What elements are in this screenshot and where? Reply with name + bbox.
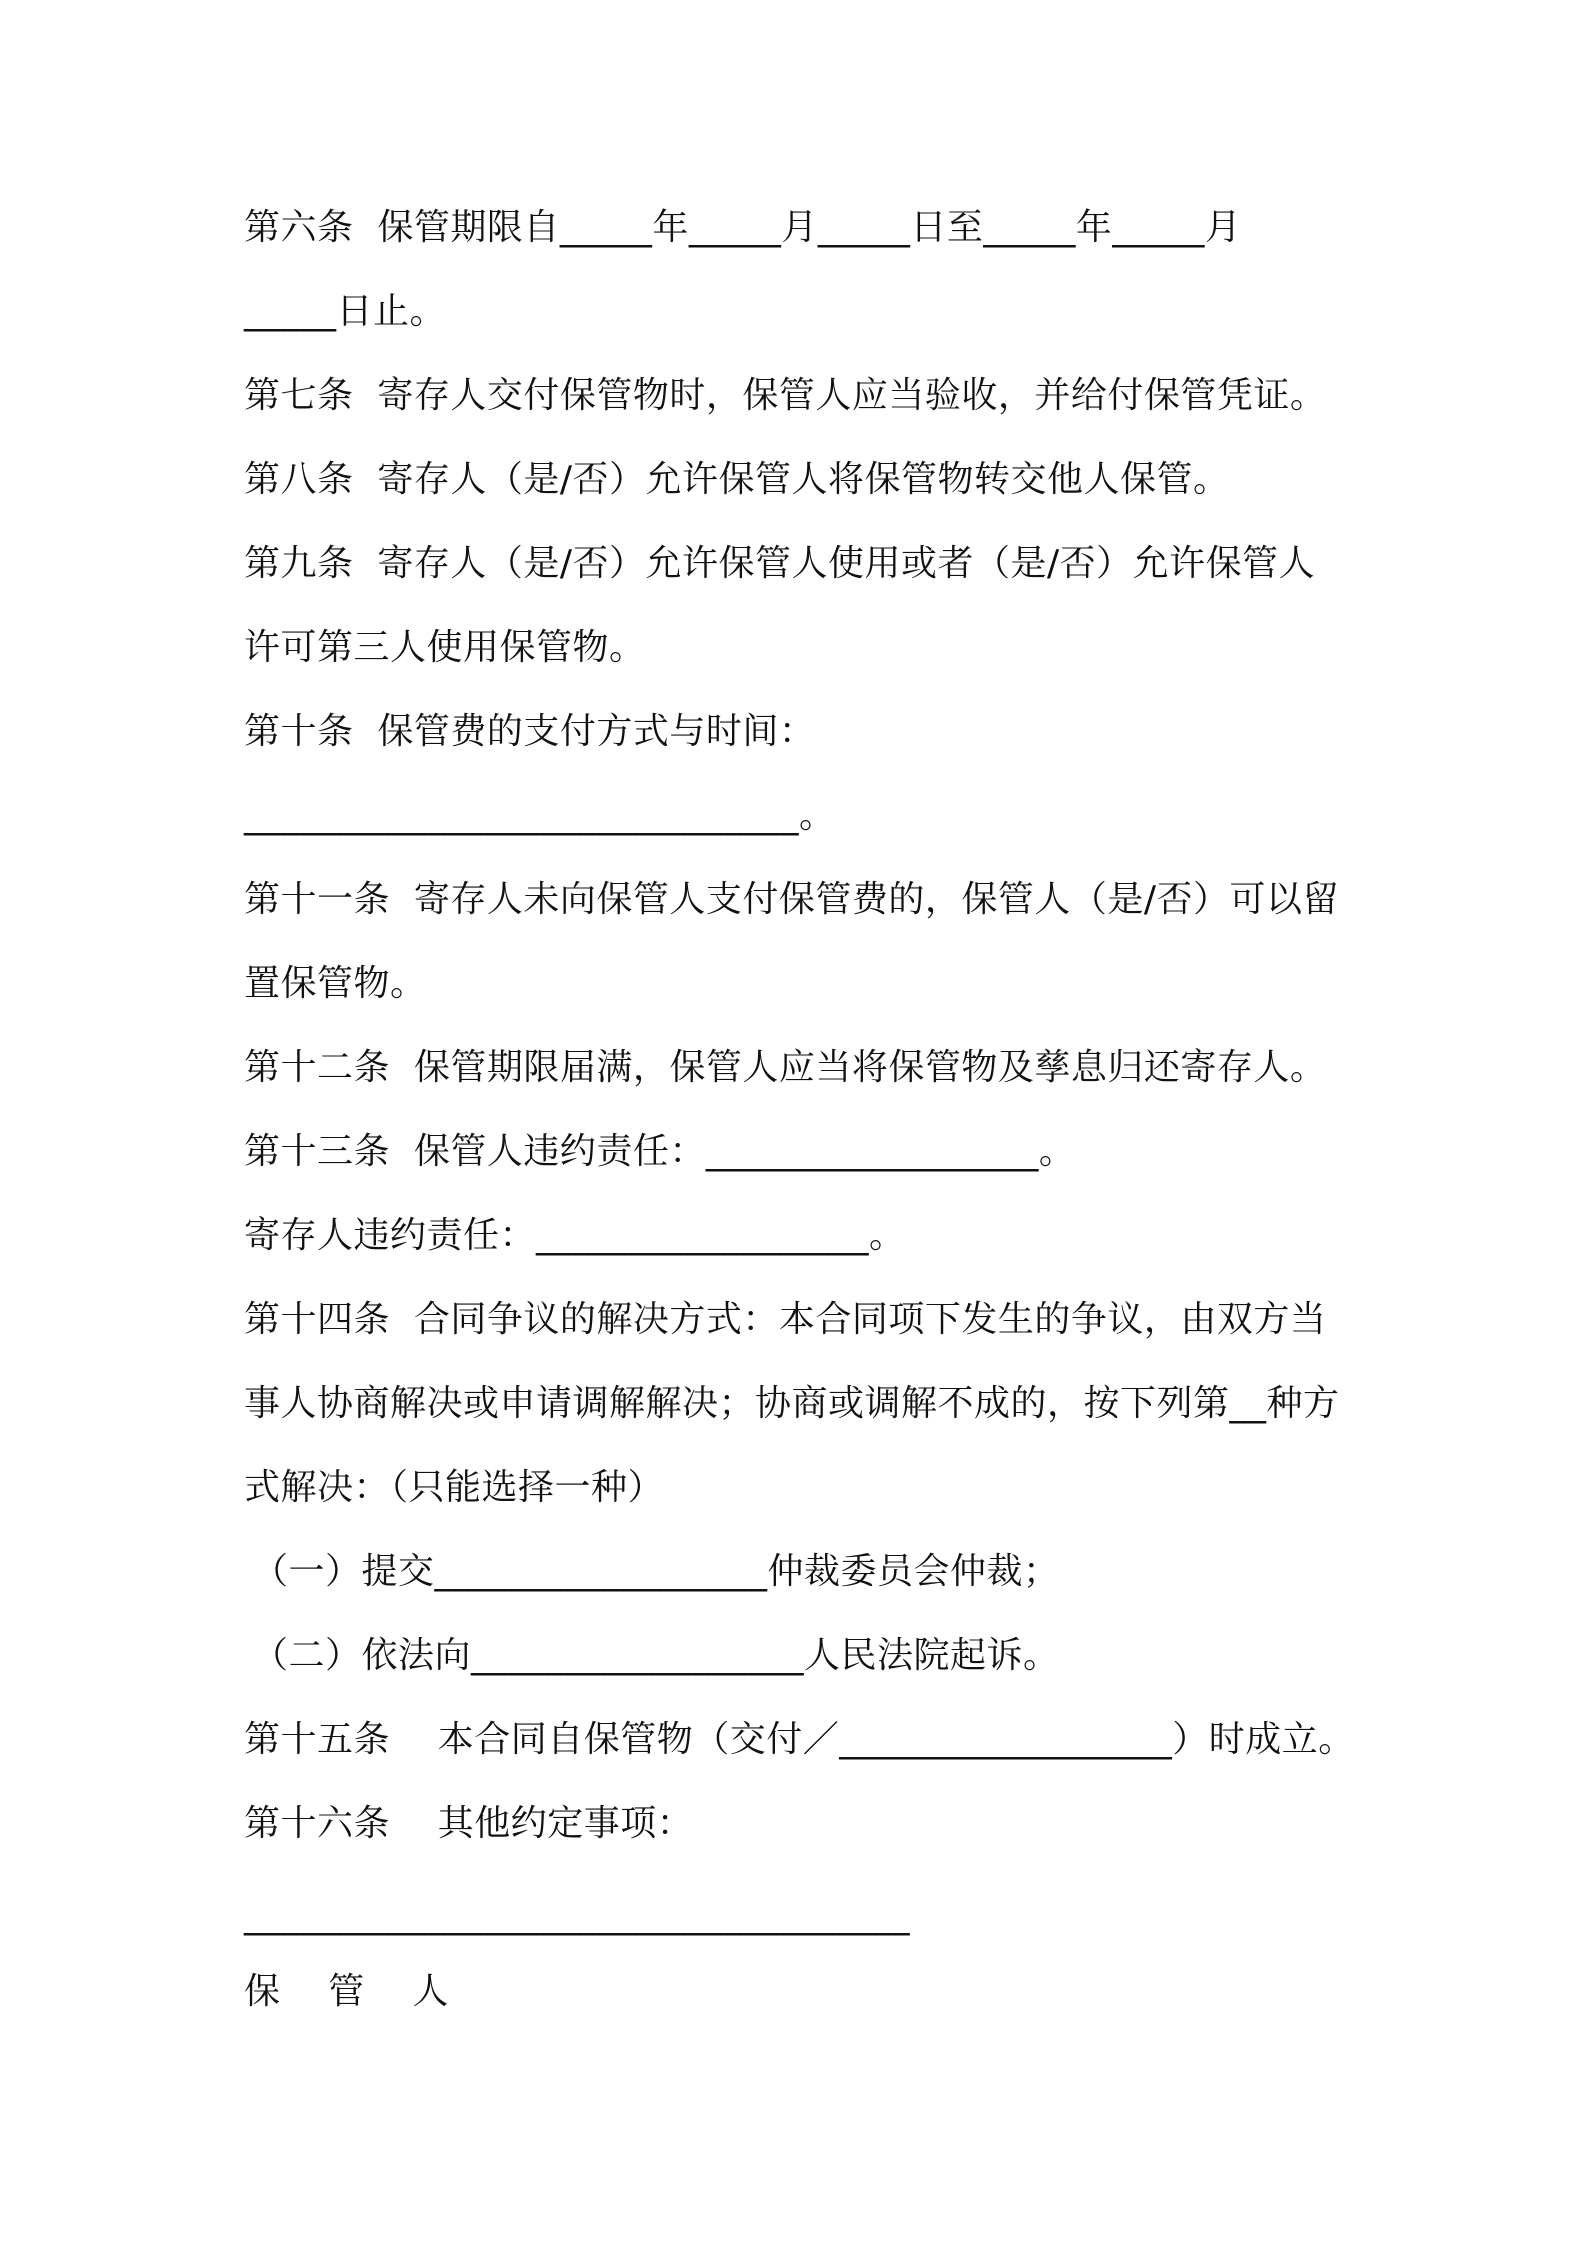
article-12: 第十二条 保管期限届满，保管人应当将保管物及孳息归还寄存人。 — [244, 1047, 1327, 1088]
option-court: （二）依法向__________________人民法院起诉。 — [252, 1635, 1060, 1676]
article-14-line-1: 第十四条 合同争议的解决方式：本合同项下发生的争议，由双方当 — [244, 1299, 1327, 1340]
option-arbitration: （一）提交__________________仲裁委员会仲裁； — [252, 1551, 1060, 1592]
article-9-line-1: 第九条 寄存人（是/否）允许保管人使用或者（是/否）允许保管人 — [244, 543, 1316, 584]
article-8: 第八条 寄存人（是/否）允许保管人将保管物转交他人保管。 — [244, 459, 1230, 500]
article-11-line-1: 第十一条 寄存人未向保管人支付保管费的，保管人（是/否）可以留 — [244, 879, 1340, 920]
article-13-line-1: 第十三条 保管人违约责任：__________________。 — [244, 1131, 1076, 1172]
article-10-line-1: 第十条 保管费的支付方式与时间： — [244, 711, 816, 752]
article-9-line-2: 许可第三人使用保管物。 — [244, 627, 646, 668]
article-15: 第十五条 本合同自保管物（交付／__________________）时成立。 — [244, 1719, 1355, 1760]
article-11-line-2: 置保管物。 — [244, 963, 427, 1004]
article-6-line-1: 第六条 保管期限自_____年_____月_____日至_____年_____月 — [244, 207, 1242, 248]
article-13-line-2: 寄存人违约责任：__________________。 — [244, 1215, 906, 1256]
article-7: 第七条 寄存人交付保管物时，保管人应当验收，并给付保管凭证。 — [244, 375, 1327, 416]
custodian-signature-label: 保 管 人 — [244, 1971, 450, 2012]
article-16-blank: ____________________________________ — [244, 1895, 910, 1936]
article-14-line-2: 事人协商解决或申请调解解决；协商或调解不成的，按下列第__种方 — [244, 1383, 1340, 1424]
article-6-line-2: _____日止。 — [244, 291, 447, 332]
article-10-blank: ______________________________。 — [244, 795, 836, 836]
article-16-line-1: 第十六条 其他约定事项： — [244, 1803, 694, 1844]
article-14-line-3: 式解决：（只能选择一种） — [244, 1467, 665, 1508]
